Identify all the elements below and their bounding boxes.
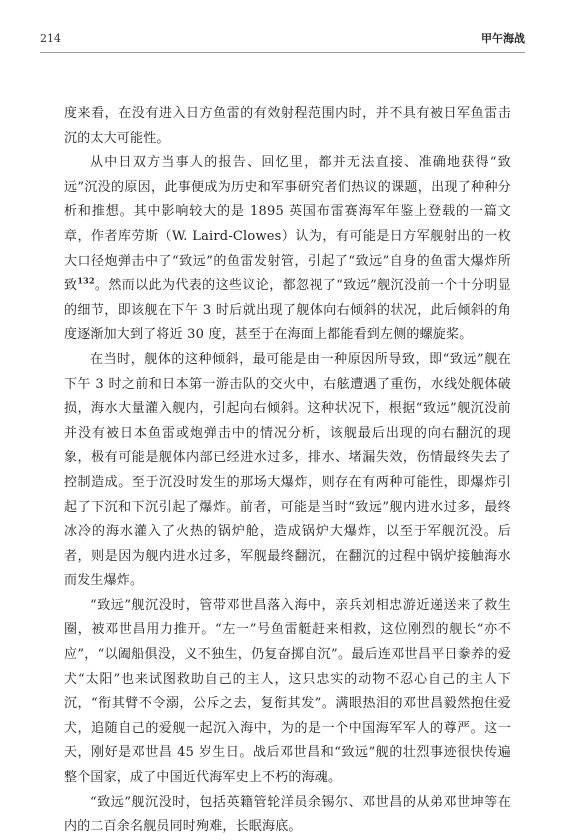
paragraph: “致远”舰沉没时，管带邓世昌落入海中，亲兵刘相忠游近递送来了救生圈，被邓世昌用力推开。“左一”号鱼雷艇赶来相救，这位刚烈的舰长“亦不应”，“以阖船俱没，义不独生，仍复奋掷自沉”。最后连邓世昌平日豢养的爱犬“太阳”也来试图救助自己的主人，这只忠实的动物不忍心自己的主人下沉，“衔其臂不令溺，公斥之去，复衔其发”。满眼热泪的邓世昌毅然抱住爱犬，追随自己的爱舰一起沉入海中，为的是一个中国海军军人的尊严。这一天，刚好是邓世昌 45 岁生日。战后邓世昌和“致远”舰的壮烈事迹很快传遍整个国家，成了中国近代海军史上不朽的海魂。 <box>64 597 511 786</box>
paragraph-text: 从中日双方当事人的报告、回忆里，都并无法直接、准确地获得“致远”沉没的原因，此事便成为历史和军事研究者们热议的课题，出现了种种分析和推想。其中影响较大的是 1895 英国布雷赛海军年鉴上登载的一篇文章，作者库劳斯（W. Laird-Clowes）认为，有可能是日方军舰射出的一枚大口径炮弹击中了“致远”的鱼雷发射管，引起了“致远”自身的鱼雷大爆炸所致 <box>64 155 511 294</box>
paragraph <box>64 151 511 348</box>
paragraph: “致远”舰沉没时，包括英籍管轮洋员余锡尔、邓世昌的从弟邓世坤等在内的二百余名舰员同时殉难，长眠海底。 <box>64 794 511 835</box>
page-number: 214 <box>40 31 61 45</box>
body-text <box>64 102 511 840</box>
running-header <box>40 28 525 53</box>
paragraph: 度来看，在没有进入日方鱼雷的有效射程范围内时，并不具有被日军鱼雷击沉的太大可能性。 <box>64 106 511 146</box>
footnote-marker[interactable]: 132 <box>77 275 95 286</box>
paragraph-text: 。然而以此为代表的这些议论，都忽视了“致远”舰沉没前一个十分明显的细节，即该舰在下午 3 时后就出现了舰体向右倾斜的状况，此后倾斜的角度逐渐加大到了将近 30 度，甚至于在海面上都能看到左侧的螺旋桨。 <box>64 278 511 343</box>
book-title: 甲午海战 <box>481 32 525 45</box>
paragraph: 在当时，舰体的这种倾斜，最可能是由一种原因所导致，即“致远”舰在下午 3 时之前和日本第一游击队的交火中，右舷遭遇了重伤，水线处舰体破损，海水大量灌入舰内，引起向右倾斜。这种状况下，根据“致远”舰沉没前并没有被日本鱼雷或炮弹击中的情况分析，该舰最后出现的向右翻沉的现象，极有可能是舰体内部已经进水过多，排水、堵漏失效，伤情最终失去了控制造成。至于沉没时发生的那场大爆炸，则存在有两种可能性，即爆炸引起了下沉和下沉引起了爆炸。前者，可能是当时“致远”舰内进水过多，最终冰冷的海水灌入了火热的锅炉舱，造成锅炉大爆炸，以至于军舰沉没。后者，则是因为舰内进水过多，军舰最终翻沉，在翻沉的过程中锅炉接触海水而发生爆炸。 <box>64 351 511 589</box>
